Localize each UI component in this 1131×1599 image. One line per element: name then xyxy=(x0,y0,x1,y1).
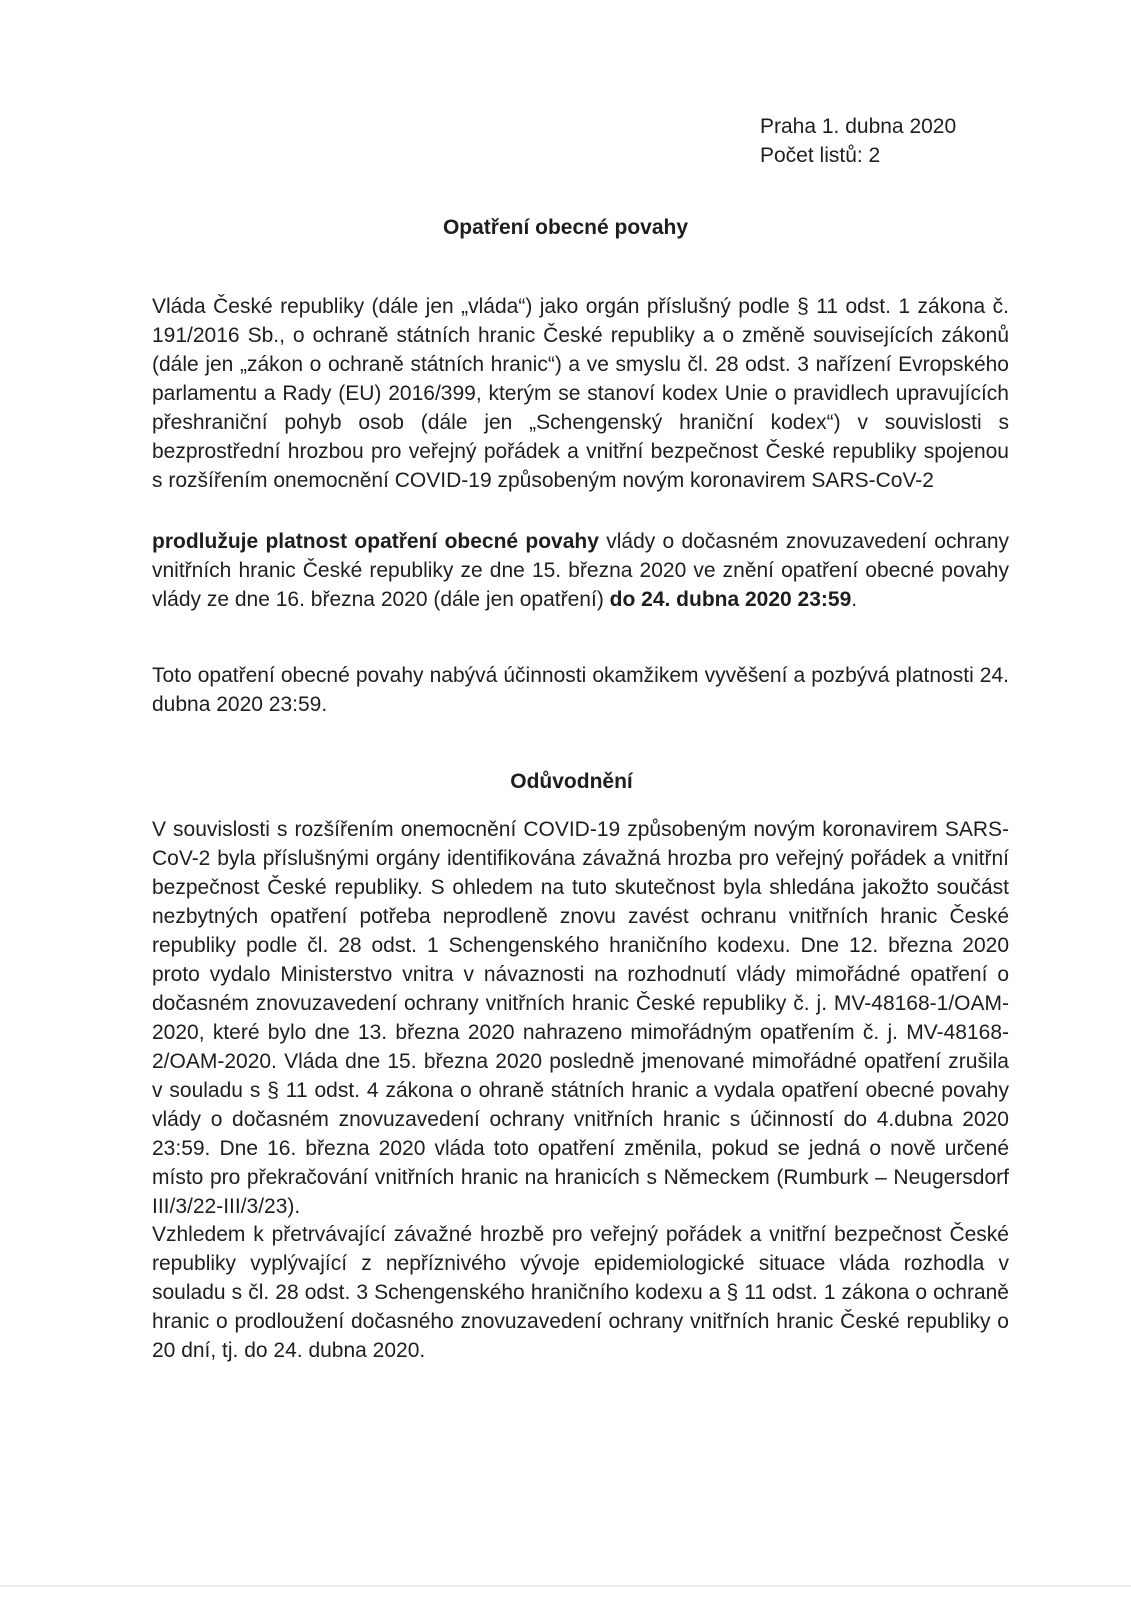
decision-deadline: do 24. dubna 2020 23:59 xyxy=(609,588,852,611)
preamble-paragraph: Vláda České republiky (dále jen „vláda“) jako orgán příslušný podle § 11 odst. 1 zákona č. 191/2016 Sb., o ochraně státních hranic České republiky a o změně souvisejících zákonů (dále jen „zákon o ochraně státních hranic“) a ve smyslu čl. 28 odst. 3 nařízení Evropského parlamentu a Rady (EU) 2016/399, kterým se stanoví kodex Unie o pravidlech upravujících přeshraniční pohyb osob (dále jen „Schengenský hraniční kodex“) v souvislosti s bezprostřední hrozbou pro veřejný pořádek a vnitřní bezpečnost České republiky spojenou s rozšířením onemocnění COVID-19 způsobeným novým koronavirem SARS-CoV-2 xyxy=(152,295,1009,492)
effectiveness-paragraph: Toto opatření obecné povahy nabývá účinnosti okamžikem vyvěšení a pozbývá platnosti 24. dubna 2020 23:59. xyxy=(152,664,1009,716)
decision-paragraph xyxy=(152,527,1009,614)
document-title: Opatření obecné povahy xyxy=(442,216,689,239)
justification-paragraph-1: V souvislosti s rozšířením onemocnění COVID-19 způsobeným novým koronavirem SARS-CoV-2 byla příslušnými orgány identifikována závažná hrozba pro veřejný pořádek a vnitřní bezpečnost České republiky. S ohledem na tuto skutečnost byla shledána jakožto součást nezbytných opatření potřeba neprodleně znovu zavést ochranu vnitřních hranic České republiky podle čl. 28 odst. 1 Schengenského hraničního kodexu. Dne 12. března 2020 proto vydalo Ministerstvo vnitra v návaznosti na rozhodnutí vlády mimořádné opatření o dočasném znovuzavedení ochrany vnitřních hranic České republiky č. j. MV-48168-1/OAM-2020, které bylo dne 13. března 2020 nahrazeno mimořádným opatřením č. j. MV-48168-2/OAM-2020. Vláda dne 15. března 2020 posledně jmenované mimořádné opatření zrušila v souladu s § 11 odst. 4 zákona o ohraně státních hranic a vydala opatření obecné povahy vlády o dočasném znovuzavedení ochrany vnitřních hranic s účinností do 4.dubna 2020 23:59. Dne 16. března 2020 vláda toto opatření změnila, pokud se jedná o nově určené místo pro překračování vnitřních hranic na hranicích s Německem (Rumburk – Neugersdorf III/3/22-III/3/23). xyxy=(152,818,1009,1218)
justification-title: Odůvodnění xyxy=(510,770,633,793)
decision-lead: prodlužuje platnost opatření obecné povahy xyxy=(152,530,599,553)
header-block xyxy=(760,112,956,170)
sheet-count: Počet listů: 2 xyxy=(760,144,881,167)
place-date: Praha 1. dubna 2020 xyxy=(760,115,957,138)
justification-paragraph-2: Vzhledem k přetrvávající závažné hrozbě pro veřejný pořádek a vnitřní bezpečnost České republiky vyplývající z nepříznivého vývoje epidemiologické situace vláda rozhodla v souladu s čl. 28 odst. 3 Schengenského hraničního kodexu a § 11 odst. 1 zákona o ochraně hranic o prodloužení dočasného znovuzavedení ochrany vnitřních hranic České republiky o 20 dní, tj. do 24. dubna 2020. xyxy=(152,1223,1009,1362)
decision-text: vlády o dočasném znovuzavedení ochrany vnitřních hranic České republiky ze dne 15. března 2020 ve znění opatření obecné povahy vlády ze dne 16. března 2020 (dále jen opatření) xyxy=(152,530,1009,611)
page-bottom-edge xyxy=(0,1585,1131,1587)
decision-end-punct: . xyxy=(851,588,858,611)
